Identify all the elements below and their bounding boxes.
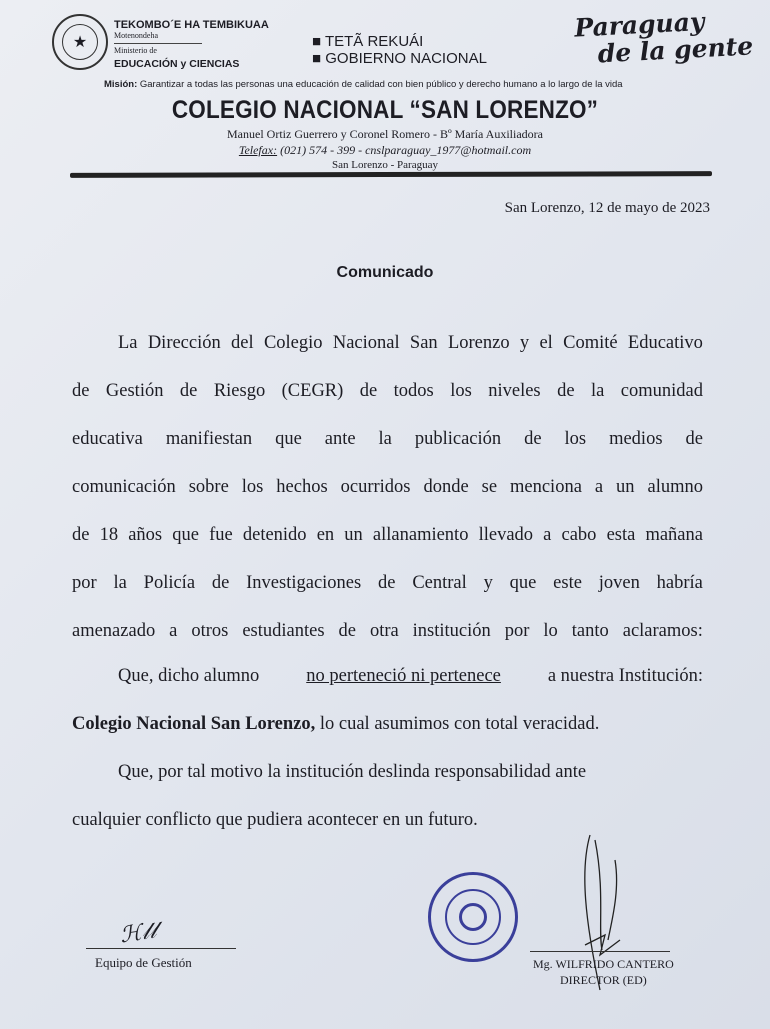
paragraph-2-line-2: Colegio Nacional San Lorenzo, lo cual asumimos con total veracidad.: [72, 714, 600, 734]
mission-statement: Misión: Garantizar a todas las personas una educación de calidad con bien público y derecho humano a lo largo de la vida: [104, 79, 623, 90]
paragraph-1-line: educativa manifiestan que ante la publicación de los medios de: [72, 429, 703, 449]
ministry-guarani: TEKOMBO´E HA TEMBIKUAA: [114, 19, 269, 31]
paragraph-1-line: amenazado a otros estudiantes de otra institución por lo tanto aclaramos:: [72, 621, 703, 641]
paragraph-1-line: de 18 años que fue detenido en un allanamiento llevado a cabo esta mañana: [72, 525, 703, 545]
school-name: COLEGIO NACIONAL “SAN LORENZO”: [171, 96, 599, 124]
paragraph-3-line-1: Que, por tal motivo la institución deslinda responsabilidad ante: [118, 762, 587, 782]
paragraph-1-line: por la Policía de Investigaciones de Central y que este joven habría: [72, 573, 703, 593]
gov-line2: ■ GOBIERNO NACIONAL: [312, 50, 487, 67]
school-contact: Telefax: (021) 574 - 399 - cnslparaguay_1977@hotmail.com: [238, 143, 532, 157]
national-seal-icon: ★: [52, 14, 108, 70]
paragraph-2-line-1: Que, dicho alumno no perteneció ni pertenece a nuestra Institución:: [118, 666, 703, 686]
signature-left-label: Equipo de Gestión: [95, 955, 192, 970]
letter-title: Comunicado: [336, 264, 434, 281]
paragraph-1-line: de Gestión de Riesgo (CEGR) de todos los niveles de la comunidad: [72, 381, 703, 401]
school-city: San Lorenzo - Paraguay: [332, 159, 438, 171]
letter-date: San Lorenzo, 12 de mayo de 2023: [504, 200, 710, 216]
slogan-logo: Paraguay de la gente: [573, 6, 754, 69]
director-block: Mg. WILFRIDO CANTERO DIRECTOR (ED): [533, 957, 674, 987]
header-rule: [70, 171, 712, 178]
gov-line1: ■ TETÃ REKUÁI: [312, 33, 424, 50]
signature-line: [530, 951, 670, 952]
signature-line: [86, 948, 236, 949]
school-stamp: [428, 872, 518, 962]
paragraph-3-line-2: cualquier conflicto que pudiera acontecer en un futuro.: [72, 810, 478, 830]
signature-left: ℋ𝓁𝓁: [118, 917, 158, 948]
paragraph-1-line: La Dirección del Colegio Nacional San Lorenzo y el Comité Educativo: [118, 333, 703, 353]
ministry-label: Ministerio de: [114, 46, 157, 55]
school-address: Manuel Ortiz Guerrero y Coronel Romero - Bº María Auxiliadora: [227, 127, 543, 141]
ministry-name: EDUCACIÓN y CIENCIAS: [114, 58, 240, 70]
paragraph-1-line: comunicación sobre los hechos ocurridos donde se menciona a un alumno: [72, 477, 703, 497]
divider: [114, 43, 202, 44]
ministry-sub: Motenondeha: [114, 31, 158, 40]
